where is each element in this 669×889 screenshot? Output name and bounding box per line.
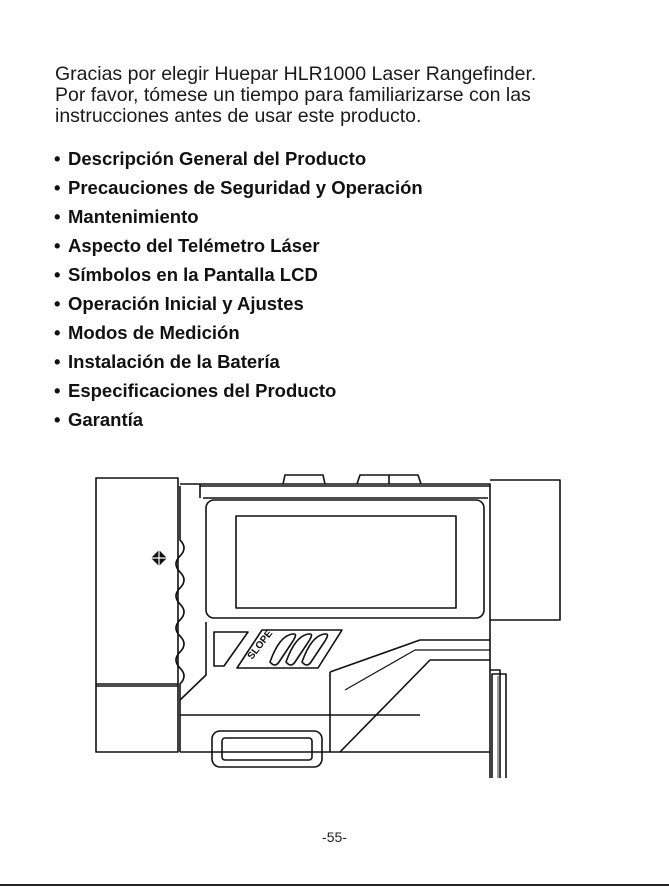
intro-line: instrucciones antes de usar este producto. [55,105,422,127]
page-number: -55- [322,829,347,845]
intro-line: Por favor, tómese un tiempo para familiarizarse con las [55,84,531,106]
footer-rule [0,884,669,886]
toc-item: • Especificaciones del Producto [54,380,337,401]
toc-item: • Modos de Medición [54,322,240,343]
intro-paragraph [55,64,655,127]
mode-button [214,632,248,666]
table-of-contents [54,147,423,437]
toc-item: • Instalación de la Batería [54,351,280,372]
lcd-screen [236,516,456,608]
toc-item: • Símbolos en la Pantalla LCD [54,264,318,285]
slope-button [237,628,342,668]
lcd-bezel [206,500,484,618]
intro-line: Gracias por elegir Huepar HLR1000 Laser Rangefinder. [55,63,537,85]
objective-lens [490,480,560,620]
rangefinder-illustration [90,468,566,778]
toc-item: • Mantenimiento [54,206,199,227]
toc-item: • Garantía [54,409,144,430]
top-button-left [283,475,325,484]
toc-item: • Descripción General del Producto [54,148,367,169]
toc-item: • Aspecto del Telémetro Láser [54,235,320,256]
battery-cover [212,731,322,767]
eyepiece [96,478,178,752]
toc-item: • Precauciones de Seguridad y Operación [54,177,423,198]
diopter-cross-icon [148,547,170,569]
toc-item: • Operación Inicial y Ajustes [54,293,304,314]
slope-label: SLOPE [245,628,276,662]
